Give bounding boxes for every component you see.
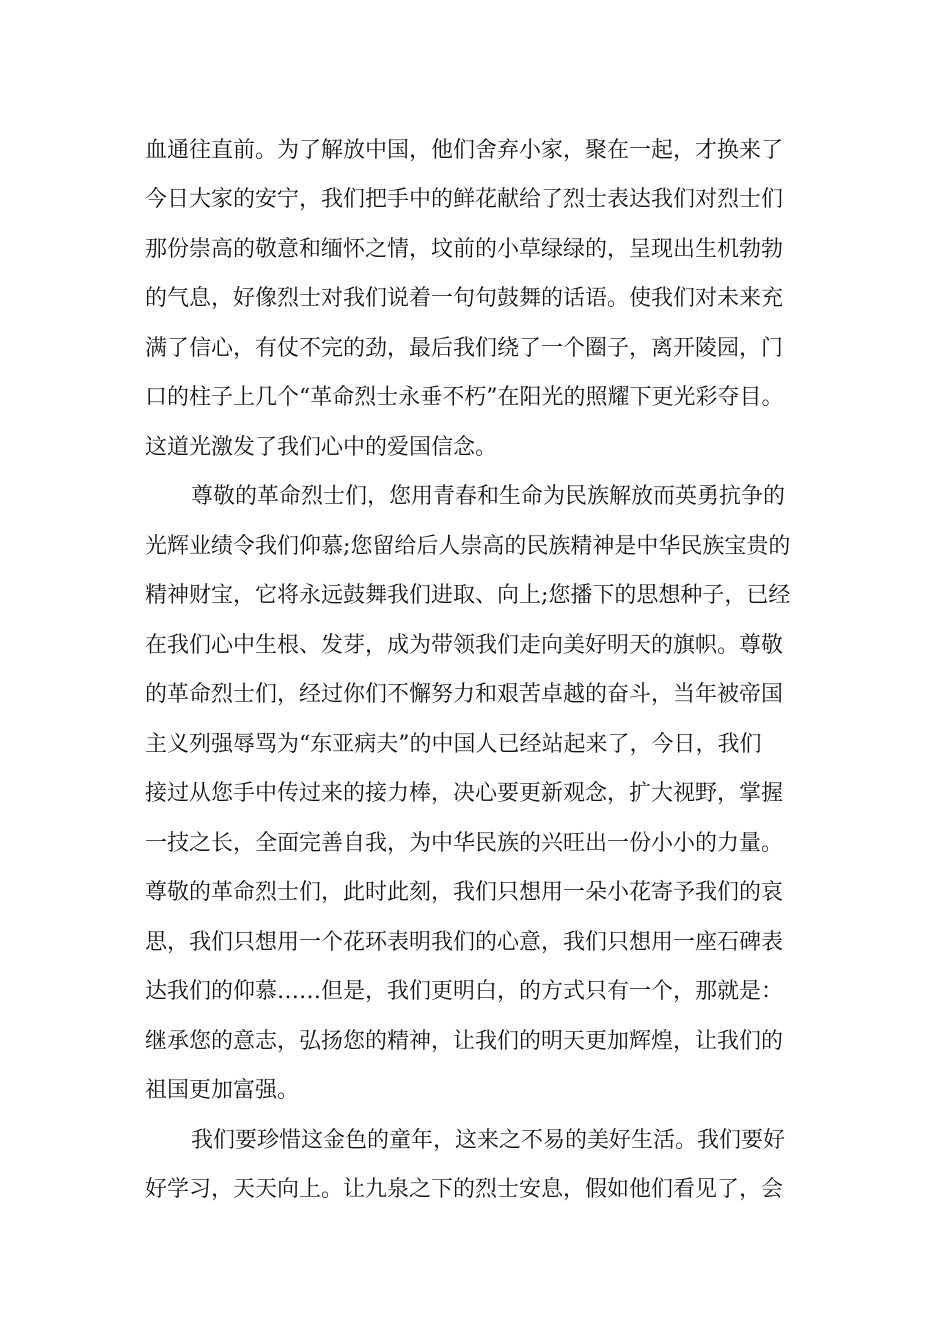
text-line: 好学习，天天向上。让九泉之下的烈士安息，假如他们看见了，会 <box>145 1177 784 1202</box>
text-line: 这道光激发了我们心中的爱国信念。 <box>145 435 498 460</box>
text-line: 一技之长，全面完善自我，为中华民族的兴旺出一份小小的力量。 <box>145 831 784 856</box>
text-line: 的革命烈士们，经过你们不懈努力和艰苦卓越的奋斗，当年被帝国 <box>145 682 784 707</box>
text-line: 思，我们只想用一个花环表明我们的心意，我们只想用一座石碑表 <box>145 930 784 955</box>
text-line: 今日大家的安宁，我们把手中的鲜花献给了烈士表达我们对烈士们 <box>145 187 784 212</box>
text-line: 达我们的仰慕……但是，我们更明白，的方式只有一个，那就是： <box>145 979 784 1004</box>
paragraph-first-line: 尊敬的革命烈士们，您用青春和生命为民族解放而英勇抗争的 <box>191 484 786 509</box>
text-line: 祖国更加富强。 <box>145 1078 300 1103</box>
text-line: 满了信心，有仗不完的劲，最后我们绕了一个圈子，离开陵园，门 <box>145 336 784 361</box>
text-line: 的气息，好像烈士对我们说着一句句鼓舞的话语。使我们对未来充 <box>145 286 784 311</box>
text-line: 那份崇高的敬意和缅怀之情，坟前的小草绿绿的，呈现出生机勃勃 <box>145 237 784 262</box>
text-line: 继承您的意志，弘扬您的精神，让我们的明天更加辉煌，让我们的 <box>145 1029 784 1054</box>
text-line: 光辉业绩令我们仰慕;您留给后人崇高的民族精神是中华民族宝贵的 <box>145 534 791 559</box>
text-line: 精神财宝，它将永远鼓舞我们进取、向上;您播下的思想种子，已经 <box>145 583 791 608</box>
text-line: 主义列强辱骂为“东亚病夫”的中国人已经站起来了，今日，我们 <box>145 732 762 757</box>
text-line: 在我们心中生根、发芽，成为带领我们走向美好明天的旗帜。尊敬 <box>145 633 784 658</box>
text-line: 口的柱子上几个“革命烈士永垂不朽”在阳光的照耀下更光彩夺目。 <box>145 385 784 410</box>
paragraph-first-line: 我们要珍惜这金色的童年，这来之不易的美好生活。我们要好 <box>191 1128 786 1153</box>
text-line: 接过从您手中传过来的接力棒，决心要更新观念，扩大视野，掌握 <box>145 781 784 806</box>
text-line: 血通往直前。为了解放中国，他们舍弃小家，聚在一起，才换来了 <box>145 138 784 163</box>
text-line: 尊敬的革命烈士们，此时此刻，我们只想用一朵小花寄予我们的哀 <box>145 880 784 905</box>
